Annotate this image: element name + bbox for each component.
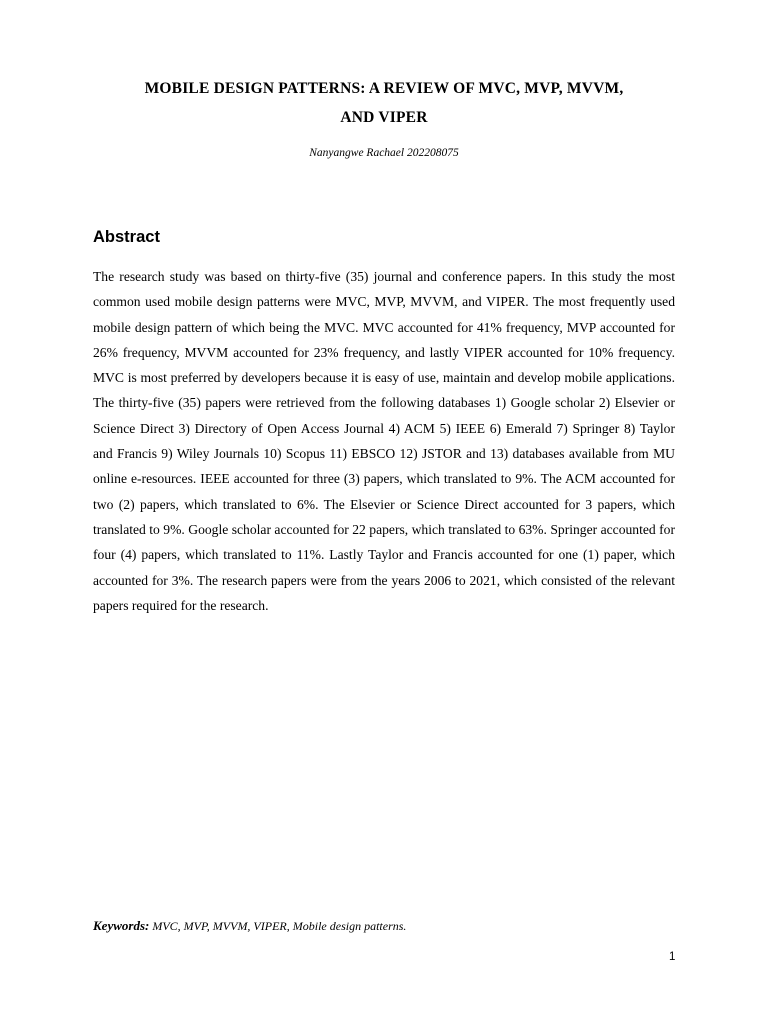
author-line: Nanyangwe Rachael 202208075 — [309, 147, 459, 159]
keywords-label: Keywords: — [93, 918, 150, 933]
keywords-text: MVC, MVP, MVVM, VIPER, Mobile design patterns. — [149, 919, 407, 933]
abstract-body: The research study was based on thirty-five (35) journal and conference papers. In this study the most common used mobile design patterns were MVC, MVP, MVVM, and VIPER. The most frequently used mobile design pattern of which being the MVC. MVC accounted for 41% frequency, MVP accounted for 26% frequency, MVVM accounted for 23% frequency, and lastly VIPER accounted for 10% frequency. MVC is most preferred by developers because it is easy of use, maintain and develop mobile applications. The thirty-five (35) papers were retrieved from the following databases 1) Google scholar 2) Elsevier or Science Direct 3) Directory of Open Access Journal 4) ACM 5) IEEE 6) Emerald 7) Springer 8) Taylor and Francis 9) Wiley Journals 10) Scopus 11) EBSCO 12) JSTOR and 13) databases available from MU online e-resources. IEEE accounted for three (3) papers, which translated to 9%. The ACM accounted for two (2) papers, which translated to 6%. The Elsevier or Science Direct accounted for 3 papers, which translated to 9%. Google scholar accounted for 22 papers, which translated to 63%. Springer accounted for four (4) papers, which translated to 11%. Lastly Taylor and Francis accounted for one (1) paper, which accounted for 3%. The research papers were from the years 2006 to 2021, which consisted of the relevant papers required for the research. — [93, 269, 675, 613]
paper-title-line-2: AND VIPER — [340, 109, 428, 126]
abstract-heading: Abstract — [93, 228, 160, 246]
paper-title-line-1: MOBILE DESIGN PATTERNS: A REVIEW OF MVC, MVP, MVVM, — [144, 80, 624, 97]
keywords-line — [93, 918, 406, 934]
page-number: 1 — [669, 951, 676, 963]
